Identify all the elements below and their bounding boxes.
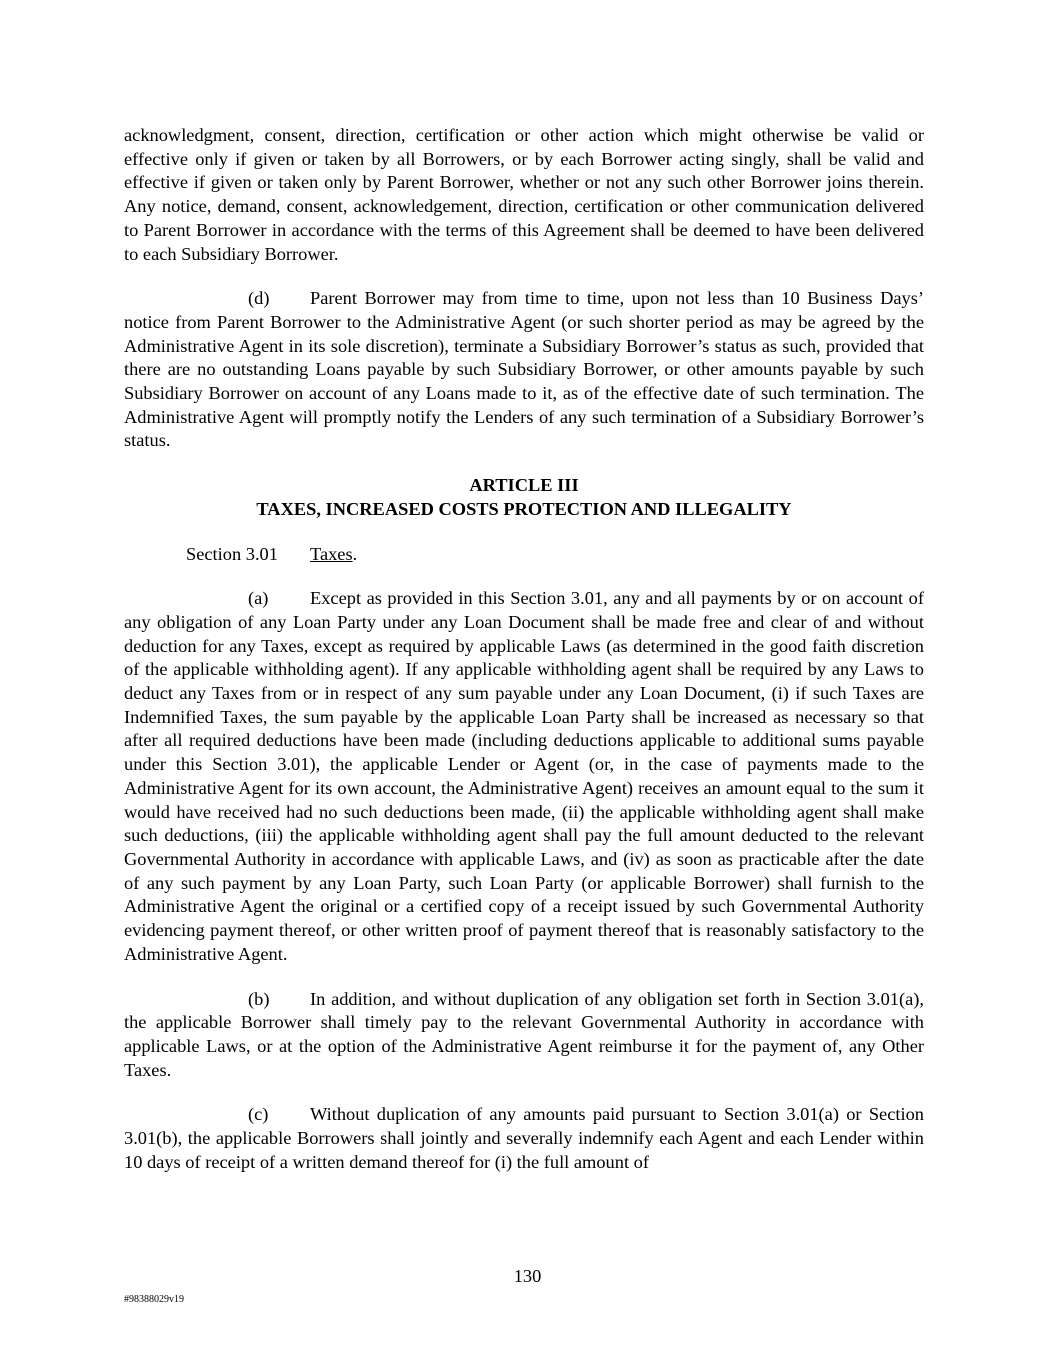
section-number: Section 3.01 [186,543,278,564]
document-id: #98388029v19 [124,1294,184,1305]
paragraph-a-text: Except as provided in this Section 3.01, any and all payments by or on account of any obligation of any Loan Party under any Loan Document shall be made free and clear of and without deduction for any Taxes, except as required by applicable Laws (as determined in the good faith discretion of the applicable withholding agent). If any applicable withholding agent shall be required by any Laws to deduct any Taxes from or in respect of any sum payable under any Loan Document, (i) if such Taxes are Indemnified Taxes, the sum payable by the applicable Loan Party shall be increased as necessary so that after all required deductions have been made (including deductions applicable to additional sums payable under this Section 3.01), the applicable Lender or Agent (or, in the case of payments made to the Administrative Agent for its own account, the Administrative Agent) receives an amount equal to the sum it would have received had no such deductions been made, (ii) the applicable withholding agent shall make such deductions, (iii) the applicable withholding agent shall pay the full amount deducted to the relevant Governmental Authority in accordance with applicable Laws, and (iv) as soon as practicable after the date of any such payment by any Loan Party, such Loan Party (or applicable Borrower) shall furnish to the Administrative Agent the original or a certified copy of a receipt issued by such Governmental Authority evidencing payment thereof, or other written proof of payment thereof that is reasonably satisfactory to the Administrative Agent. [124,588,924,964]
article-title: TAXES, INCREASED COSTS PROTECTION AND ILLEGALITY [256,498,792,519]
paragraph-c [124,1103,924,1174]
paragraph-b-text: In addition, and without duplication of any obligation set forth in Section 3.01(a), the applicable Borrower shall timely pay to the relevant Governmental Authority in accordance with applicable Laws, or at the option of the Administrative Agent reimburse it for the payment of, any Other Taxes. [124,988,924,1080]
paragraph-c-text: Without duplication of any amounts paid pursuant to Section 3.01(a) or Section 3.01(b), the applicable Borrowers shall jointly and severally indemnify each Agent and each Lender within 10 days of receipt of a written demand thereof for (i) the full amount of [124,1104,924,1172]
paragraph-d-label: (d) [248,288,270,309]
section-heading [124,543,924,567]
paragraph-d-text: Parent Borrower may from time to time, upon not less than 10 Business Days’ notice from Parent Borrower to the Administrative Agent (or such shorter period as may be agreed by the Administrative Agent in its sole discretion), terminate a Subsidiary Borrower’s status as such, provided that there are no outstanding Loans payable by such Subsidiary Borrower, or other amounts payable by such Subsidiary Borrower on account of any Loans made to it, as of the effective date of such termination. The Administrative Agent will promptly notify the Lenders of any such termination of a Subsidiary Borrower’s status. [124,288,924,451]
paragraph-a [124,587,924,966]
paragraph-a-label: (a) [248,588,269,609]
paragraph-continued: acknowledgment, consent, direction, certification or other action which might otherwise be valid or effective only if given or taken by all Borrowers, or by each Borrower acting singly, shall be valid and effective if given or taken only by Parent Borrower, whether or not any such other Borrower joins therein. Any notice, demand, consent, acknowledgement, direction, certification or other communication delivered to Parent Borrower in accordance with the terms of this Agreement shall be deemed to have been delivered to each Subsidiary Borrower. [124,125,924,264]
paragraph-c-label: (c) [248,1104,269,1125]
paragraph-b-label: (b) [248,988,270,1009]
article-heading: ARTICLE III [469,475,579,496]
paragraph-d [124,287,924,453]
section-title: Taxes [310,543,353,564]
section-title-suffix: . [352,543,358,564]
page-number: 130 [513,1266,542,1286]
paragraph-b [124,988,924,1083]
document-page [124,124,924,1174]
